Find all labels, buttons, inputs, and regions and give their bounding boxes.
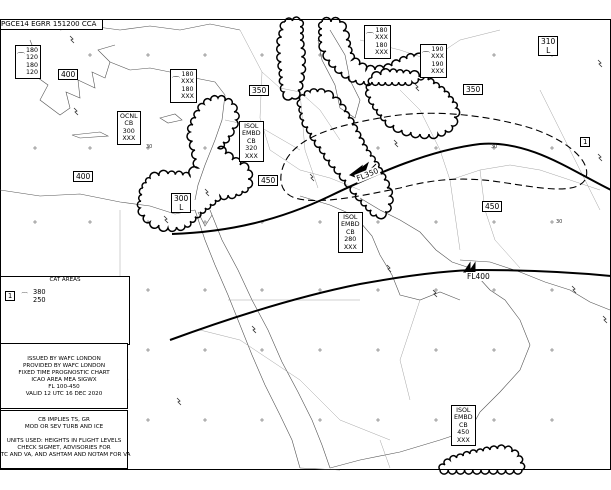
issued-line: FL 100-450 [48,384,80,390]
jet-label-text: FL400 [467,272,490,281]
cb-line: XXX [343,243,357,251]
turb-line: XXX [431,53,444,61]
low-value: 300 [174,194,189,203]
cb-info-box-2 [239,121,264,162]
turb-line: 190 [431,46,444,53]
level-centre-6 [482,201,502,212]
level-centre-4 [258,175,278,186]
latitude-label: 30 [556,219,563,225]
cat-area-bottom: 250 [33,296,46,304]
cat-area-entry-number: 1 [5,291,15,301]
cb-line: XXX [456,436,470,444]
level-centre-1 [58,69,78,80]
low-centre-1 [171,193,191,213]
cb-line: CB [458,421,468,429]
cb-line: CB [345,228,355,236]
turb-line: XXX [181,93,194,101]
cb-line: ISOL [244,123,259,130]
turbulence-label-4 [420,44,447,78]
note-line: CHECK SIGMET, ADVISORIES FOR [17,445,111,451]
turb-line: 120 [26,54,39,62]
cat-areas-title: CAT AREAS [49,277,81,283]
turbulence-label-1 [15,45,41,79]
turbulence-symbol-icon: ⌒ [21,292,28,300]
latitude-label: 30 [491,144,498,150]
issued-line: ISSUED BY WAFC LONDON [27,356,101,362]
cb-line: EMBD [454,414,473,422]
level-value: 450 [261,176,276,185]
cb-line: EMBD [242,130,261,138]
cb-line: 320 [245,145,258,153]
latitude-label: 30 [146,144,153,150]
turb-line: 180 [181,71,194,78]
chart-header [1,20,103,30]
low-marker: L [546,46,551,55]
cat-area-marker [580,137,590,147]
turb-line: 180 [26,61,39,69]
cb-line: 300 [122,127,135,135]
cb-line: XXX [122,135,136,143]
turb-line: XXX [431,68,444,76]
turb-line: 120 [26,69,39,77]
notes-legend [0,410,131,469]
turb-line: 180 [375,27,388,34]
cat-area-top: 380 [33,288,46,296]
level-value: 350 [466,85,481,94]
turb-line: XXX [375,49,388,57]
cb-line: EMBD [341,221,360,229]
level-centre-5 [463,84,483,95]
turb-line: 190 [431,60,444,68]
turbulence-label-3 [364,25,391,59]
cb-line: ISOL [456,407,471,414]
cb-info-box-1 [117,111,141,145]
cat-areas-legend [0,276,130,345]
low-centre-2 [538,36,558,56]
issued-line: PROVIDED BY WAFC LONDON [22,363,106,369]
cb-line: OCNL [120,113,138,120]
issued-line: ICAO AREA MEA SIGWX [31,377,97,383]
turbulence-symbol-icon: ⌒ [422,51,430,60]
note-line: TC AND VA, AND ASHTAM AND NOTAM FOR VA [1,452,131,458]
cat-area-entry [5,288,46,304]
level-value: 450 [485,202,500,211]
note-line [1,431,127,438]
issued-line: FIXED TIME PROGNOSTIC CHART [18,370,110,376]
turb-line: XXX [375,34,388,42]
cb-line: 280 [344,236,357,244]
issued-line: VALID 12 UTC 16 DEC 2020 [25,391,103,397]
jet-label-fl400 [466,272,491,281]
cb-line: CB [124,120,134,128]
cb-info-box-3 [338,212,363,253]
level-value: 400 [61,70,76,79]
level-value: 400 [76,172,91,181]
cat-area-number: 1 [583,138,588,146]
note-line: MOD OR SEV TURB AND ICE [24,424,104,430]
cb-line: 450 [457,429,470,437]
turb-line: 180 [26,47,39,54]
note-line: UNITS USED: HEIGHTS IN FLIGHT LEVELS [6,438,122,444]
turb-line: 180 [181,85,194,93]
turbulence-label-2 [170,69,197,103]
turbulence-symbol-icon: ⌒ [366,32,374,41]
turb-line: XXX [181,78,194,86]
turbulence-symbol-icon: ⌒ [172,76,180,85]
cb-line: CB [246,137,256,145]
turbulence-symbol-icon: ⌒ [17,52,25,61]
jet-label-text: FL350 [355,166,380,183]
cb-line: ISOL [343,214,358,221]
issued-info-legend [0,343,128,409]
turb-line: 180 [375,41,388,49]
level-value: 350 [252,86,267,95]
low-value: 310 [541,37,556,46]
note-line: CB IMPLIES TS, GR [38,417,90,423]
level-centre-3 [249,85,269,96]
cb-info-box-4 [451,405,476,446]
cb-line: XXX [244,152,258,160]
low-marker: L [179,203,184,212]
header-code: PGCE14 EGRR 151200 CCA [1,20,97,28]
level-centre-2 [73,171,93,182]
